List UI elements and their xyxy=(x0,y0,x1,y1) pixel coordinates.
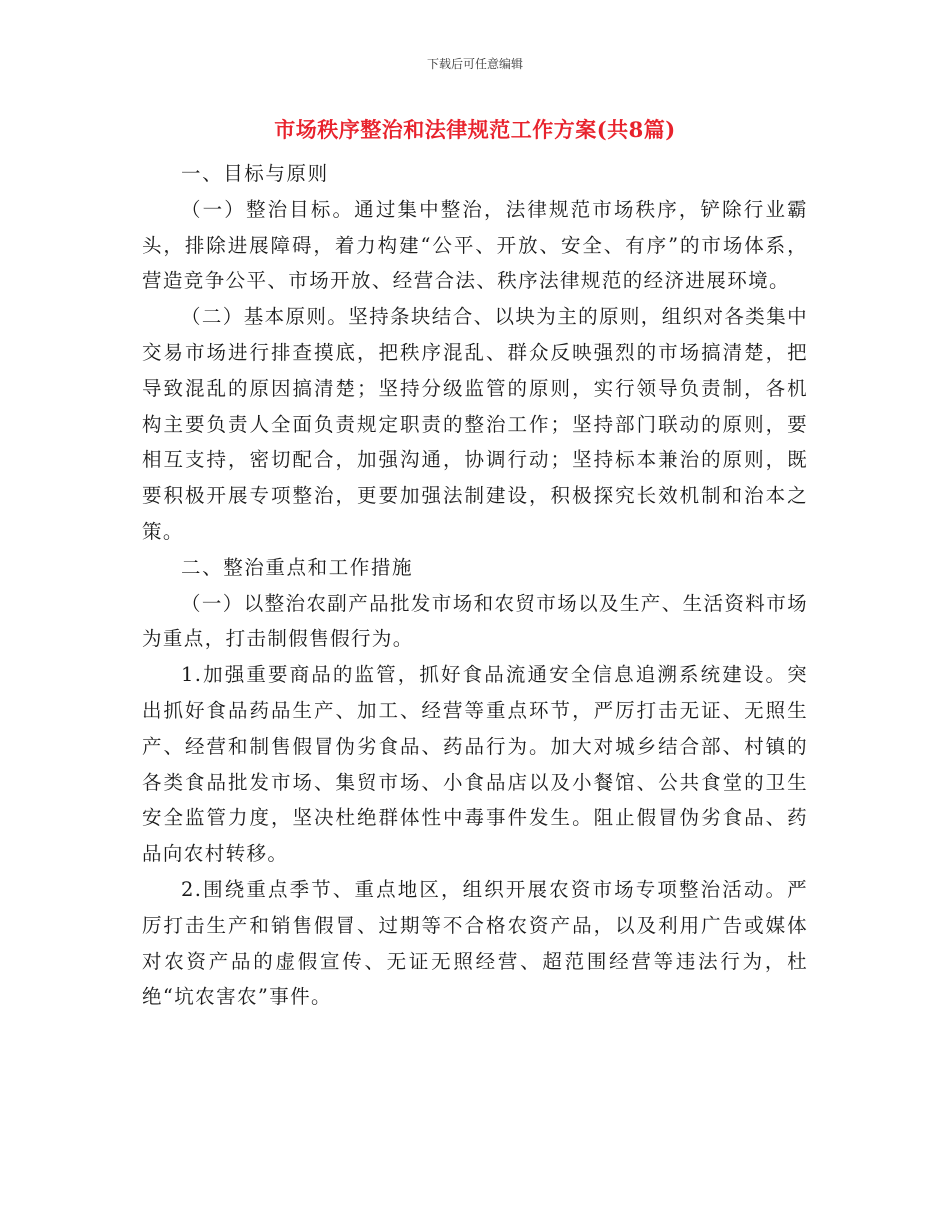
paragraph-goals: （一）整治目标。通过集中整治，法律规范市场秩序，铲除行业霸头，排除进展障碍，着力构建“公平、开放、安全、有序”的市场体系，营造竞争公平、市场开放、经营合法、秩序法律规范的经济进展环境。 xyxy=(142,197,808,293)
section-heading-2: 二、整治重点和工作措施 xyxy=(181,555,414,579)
paragraph-item-2: 2.围绕重点季节、重点地区，组织开展农资市场专项整治活动。严厉打击生产和销售假冒、过期等不合格农资产品，以及利用广告或媒体对农资产品的虚假宣传、无证无照经营、超范围经营等违法行为，杜绝“坑农害农”事件。 xyxy=(142,877,808,1009)
paragraph-item-1: 1.加强重要商品的监管，抓好食品流通安全信息追溯系统建设。突出抓好食品药品生产、加工、经营等重点环节，严厉打击无证、无照生产、经营和制售假冒伪劣食品、药品行为。加大对城乡结合部、村镇的各类食品批发市场、集贸市场、小食品店以及小餐馆、公共食堂的卫生安全监管力度，坚决杜绝群体性中毒事件发生。阻止假冒伪劣食品、药品向农村转移。 xyxy=(142,663,808,866)
header-note: 下载后可任意编辑 xyxy=(426,57,523,71)
document-body xyxy=(142,156,808,1015)
section-heading-1: 一、目标与原则 xyxy=(181,162,329,185)
paragraph-principles: （二）基本原则。坚持条块结合、以块为主的原则，组织对各类集中交易市场进行排查摸底，把秩序混乱、群众反映强烈的市场搞清楚，把导致混乱的原因搞清楚；坚持分级监管的原则，实行领导负责制，各机构主要负责人全面负责规定职责的整治工作；坚持部门联动的原则，要相互支持，密切配合，加强沟通，协调行动；坚持标本兼治的原则，既要积极开展专项整治，更要加强法制建设，积极探究长效机制和治本之策。 xyxy=(142,305,809,543)
document-title: 市场秩序整治和法律规范工作方案(共8篇) xyxy=(274,117,676,142)
paragraph-focus: （一）以整治农副产品批发市场和农贸市场以及生产、生活资料市场为重点，打击制假售假行为。 xyxy=(142,591,809,651)
